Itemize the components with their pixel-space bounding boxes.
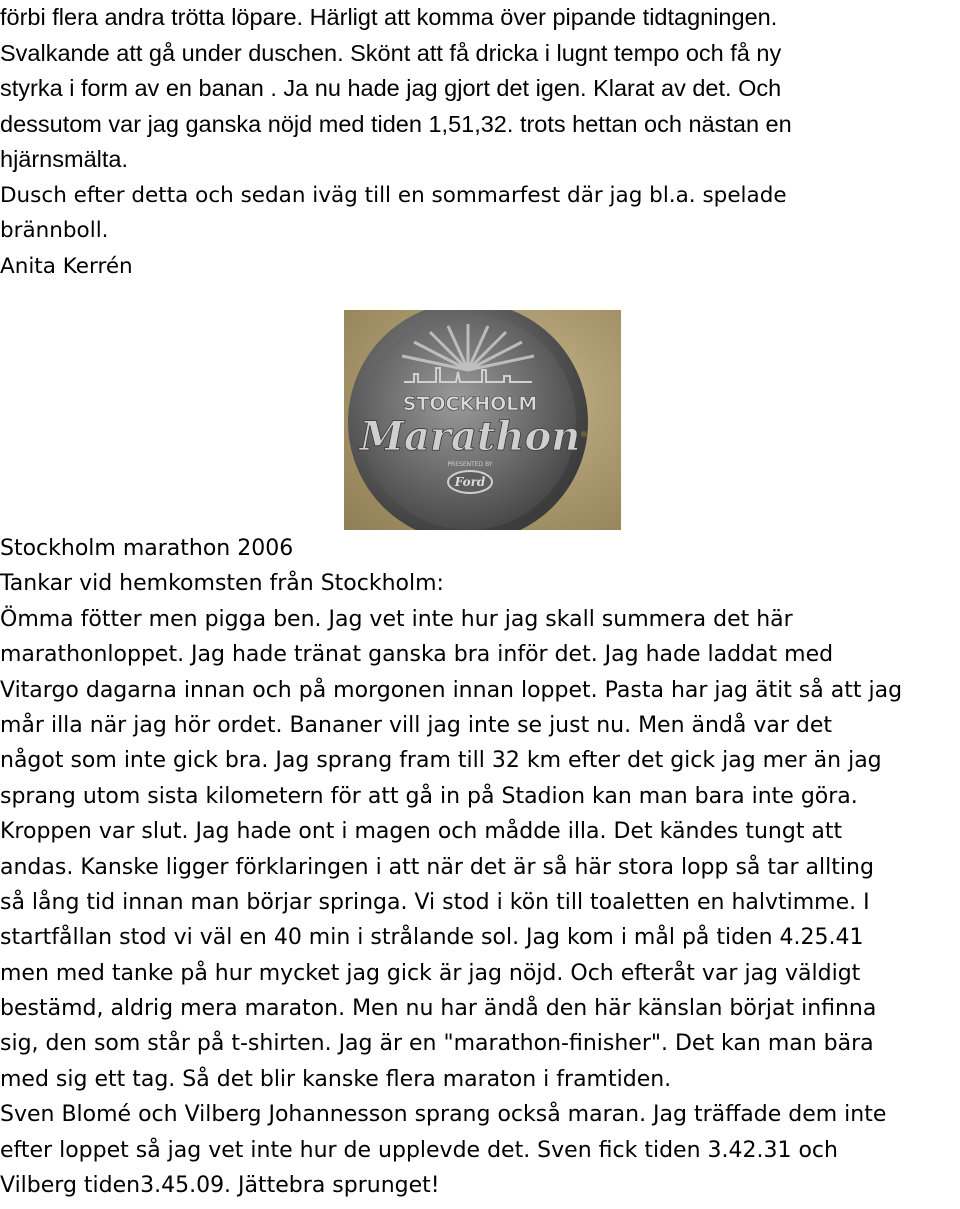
top-paragraph-line: styrka i form av en banan . Ja nu hade jag gjort det igen. Klarat av det. Och <box>0 75 782 101</box>
medal-sponsor-small-text: PRESENTED BY <box>447 461 493 468</box>
article-line: startfållan stod vi väl en 40 min i strålande sol. Jag kom i mål på tiden 4.25.41 <box>0 925 864 951</box>
article-line: så lång tid innan man börjar springa. Vi stod i kön till toaletten en halvtimme. I <box>0 889 870 915</box>
article-line: Sven Blomé och Vilberg Johannesson sprang också maran. Jag träffade dem inte <box>0 1102 887 1128</box>
medal-sponsor-logo-text: Ford <box>454 475 486 489</box>
article-line: andas. Kanske ligger förklaringen i att när det är så här stora lopp så tar allting <box>0 854 874 880</box>
article-text-block <box>0 531 958 1203</box>
medal-illustration <box>344 310 621 530</box>
top-text-block <box>0 0 945 284</box>
author-signature: Anita Kerrén <box>0 253 133 279</box>
article-line: mår illa när jag hör ordet. Bananer vill jag inte se just nu. Men ändå var det <box>0 712 833 738</box>
article-line: bestämd, aldrig mera maraton. Men nu har ändå den här känslan börjat infinna <box>0 996 877 1022</box>
top-paragraph-line: förbi flera andra trötta löpare. Härligt att komma över pipande tidtagningen. <box>0 4 778 30</box>
article-title: Stockholm marathon 2006 <box>0 536 294 561</box>
marathon-medal-photo <box>344 310 621 530</box>
after-race-line: Dusch efter detta och sedan iväg till en sommarfest där jag bl.a. spelade <box>0 182 787 208</box>
table-spot <box>581 431 587 437</box>
article-line: marathonloppet. Jag hade tränat ganska bra inför det. Jag hade laddat med <box>0 642 834 668</box>
article-subtitle: Tankar vid hemkomsten från Stockholm: <box>0 571 444 597</box>
article-line: efter loppet så jag vet inte hur de upplevde det. Sven fick tiden 3.42.31 och <box>0 1137 838 1163</box>
article-line: Vitargo dagarna innan och på morgonen innan loppet. Pasta har jag ätit så att jag <box>0 677 903 703</box>
article-line: sprang utom sista kilometern för att gå in på Stadion kan man bara inte göra. <box>0 783 858 809</box>
top-paragraph-line: dessutom var jag ganska nöjd med tiden 1,51,32. trots hettan och nästan en <box>0 110 792 137</box>
article-line: Ömma fötter men pigga ben. Jag vet inte hur jag skall summera det här <box>0 606 793 632</box>
article-line: Kroppen var slut. Jag hade ont i magen och mådde illa. Det kändes tungt att <box>0 819 843 845</box>
article-line: men med tanke på hur mycket jag gick är jag nöjd. Och efteråt var jag väldigt <box>0 960 861 986</box>
top-paragraph-line: hjärnsmälta. <box>0 146 128 172</box>
medal-event-text: Marathon <box>359 413 581 460</box>
article-line: Vilberg tiden3.45.09. Jättebra sprunget! <box>0 1173 440 1199</box>
top-paragraph-line: Svalkande att gå under duschen. Skönt att få dricka i lugnt tempo och få ny <box>0 39 782 66</box>
article-line: med sig ett tag. Så det blir kanske flera maraton i framtiden. <box>0 1066 672 1092</box>
medal-city-text: STOCKHOLM <box>402 393 538 415</box>
article-line: sig, den som står på t-shirten. Jag är en "marathon-finisher". Det kan man bära <box>0 1031 874 1057</box>
article-line: något som inte gick bra. Jag sprang fram till 32 km efter det gick jag mer än jag <box>0 748 882 774</box>
after-race-line: brännboll. <box>0 218 109 243</box>
